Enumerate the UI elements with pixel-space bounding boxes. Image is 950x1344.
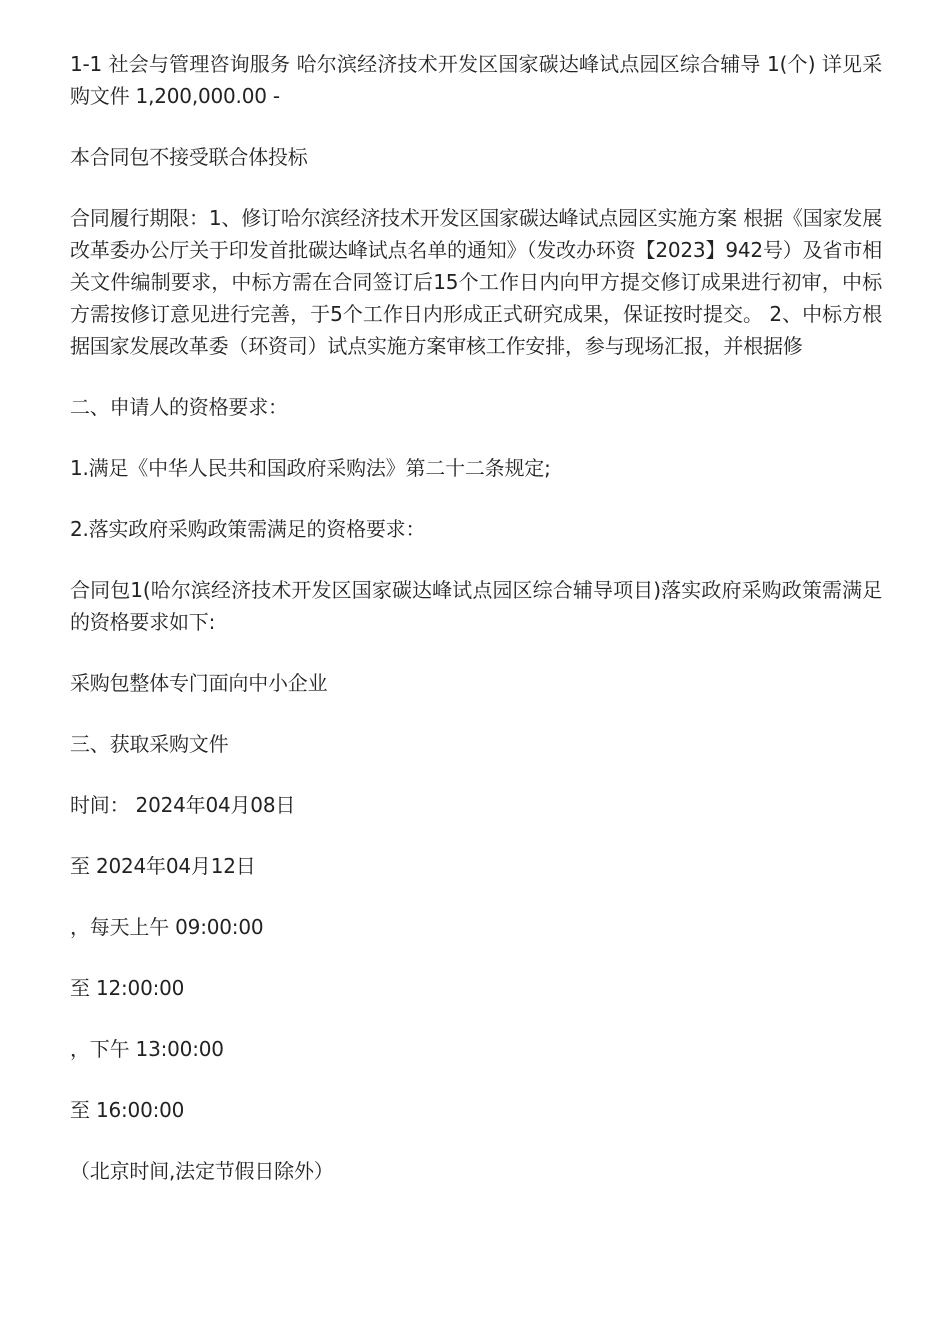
timezone-note: （北京时间,法定节假日除外） bbox=[70, 1159, 334, 1183]
section2-heading: 二、申请人的资格要求： bbox=[70, 395, 288, 419]
afternoon-start: ，下午 13:00:00 bbox=[70, 1037, 224, 1061]
afternoon-end: 至 16:00:00 bbox=[70, 1098, 185, 1122]
item-line: 1-1 社会与管理咨询服务 哈尔滨经济技术开发区国家碳达峰试点园区综合辅导 1(个) 详见采购文件 1,200,000.00 - bbox=[70, 52, 882, 108]
morning-start: ，每天上午 09:00:00 bbox=[70, 915, 264, 939]
morning-end: 至 12:00:00 bbox=[70, 976, 185, 1000]
contract-period: 合同履行期限：1、修订哈尔滨经济技术开发区国家碳达峰试点园区实施方案 根据《国家发展改革委办公厅关于印发首批碳达峰试点名单的通知》（发改办环资【2023】942号）及省市相关文件编制要求，中标方需在合同签订后15个工作日内向甲方提交修订成果进行初审，中标方需按修订意见进行完善，于5个工作日内形成正式研究成果，保证按时提交。 2、中标方根据国家发展改革委（环资司）试点实施方案审核工作安排，参与现场汇报，并根据修 bbox=[70, 206, 882, 358]
requirement-2: 2.落实政府采购政策需满足的资格要求： bbox=[70, 517, 426, 541]
sme-note: 采购包整体专门面向中小企业 bbox=[70, 671, 328, 695]
document-body bbox=[70, 48, 882, 1216]
time-label: 时间： 2024年04月08日 bbox=[70, 793, 296, 817]
package-requirement: 合同包1(哈尔滨经济技术开发区国家碳达峰试点园区综合辅导项目)落实政府采购政策需满足的资格要求如下: bbox=[70, 578, 882, 634]
date-end: 至 2024年04月12日 bbox=[70, 854, 256, 878]
consortium-note: 本合同包不接受联合体投标 bbox=[70, 145, 308, 169]
section3-heading: 三、获取采购文件 bbox=[70, 732, 229, 756]
requirement-1: 1.满足《中华人民共和国政府采购法》第二十二条规定; bbox=[70, 456, 551, 480]
